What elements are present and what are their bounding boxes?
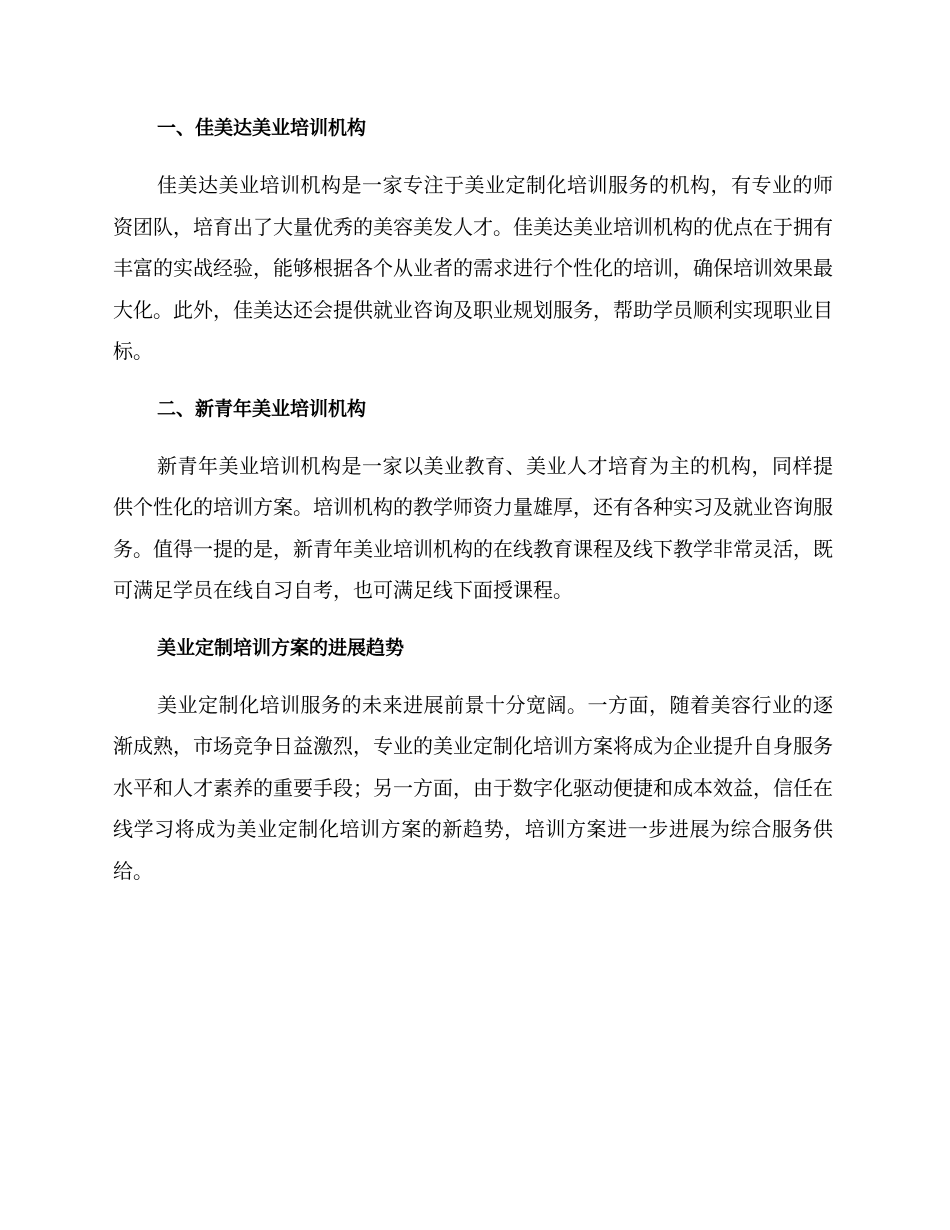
section-heading-jiameida: 一、佳美达美业培训机构: [157, 117, 367, 139]
section-heading-trend: 美业定制培训方案的进展趋势: [157, 636, 405, 659]
section-paragraph-jiameida: 佳美达美业培训机构是一家专注于美业定制化培训服务的机构，有专业的师资团队，培育出了大量优秀的美容美发人才。佳美达美业培训机构的优点在于拥有丰富的实战经验，能够根据各个从业者的需求进行个性化的培训，确保培训效果最大化。此外，佳美达还会提供就业咨询及职业规划服务，帮助学员顺利实现职业目标。: [113, 173, 833, 363]
section-paragraph-xinqingnian: 新青年美业培训机构是一家以美业教育、美业人才培育为主的机构，同样提供个性化的培训方案。培训机构的教学师资力量雄厚，还有各种实习及就业咨询服务。值得一提的是，新青年美业培训机构的在线教育课程及线下教学非常灵活，既可满足学员在线自习自考，也可满足线下面授课程。: [113, 453, 833, 602]
document-body: [113, 110, 833, 892]
section-heading-xinqingnian: 二、新青年美业培训机构: [157, 397, 367, 420]
section-paragraph-trend: 美业定制化培训服务的未来进展前景十分宽阔。一方面，随着美容行业的逐渐成熟，市场竞争日益激烈，专业的美业定制化培训方案将成为企业提升自身服务水平和人才素养的重要手段；另一方面，由于数字化驱动便捷和成本效益，信任在线学习将成为美业定制化培训方案的新趋势，培训方案进一步进展为综合服务供给。: [113, 692, 833, 883]
